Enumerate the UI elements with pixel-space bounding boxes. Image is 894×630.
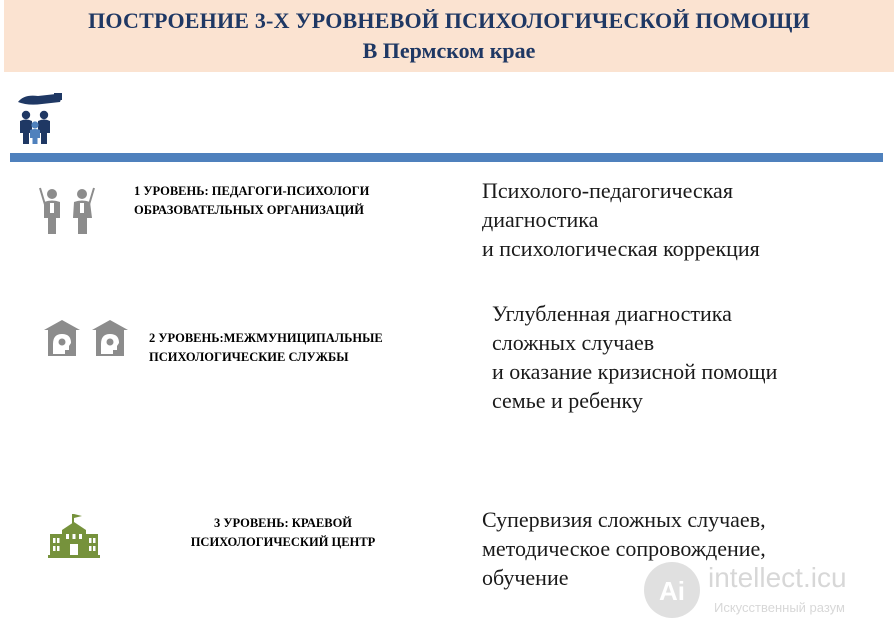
svg-text:Ai: Ai [659,576,685,606]
teachers-icon [36,186,100,236]
family-care-icon [12,88,64,146]
regional-center-building-icon [48,512,100,558]
level-1-description: Психолого-педагогическая диагностика и психологическая коррекция [482,178,760,261]
psychology-service-icon [42,318,132,358]
page-subtitle: В Пермском крае [362,38,536,63]
level-1-label: 1 УРОВЕНЬ: ПЕДАГОГИ-ПСИХОЛОГИ ОБРАЗОВАТЕЛЬНЫХ ОРГАНИЗАЦИЙ [134,184,370,217]
watermark-subtext: Искусственный разум [714,600,845,615]
watermark [640,558,890,626]
title-banner [4,0,894,72]
level-2-description: Углубленная диагностика сложных случаев и оказание кризисной помощи семье и ребенку [492,301,778,413]
level-3-description: Супервизия сложных случаев, методическое сопровождение, обучение [482,507,766,590]
header-divider [10,153,883,162]
watermark-text: intellect.icu [708,562,847,593]
level-3-label: 3 УРОВЕНЬ: КРАЕВОЙ ПСИХОЛОГИЧЕСКИЙ ЦЕНТР [190,516,376,549]
page-title: ПОСТРОЕНИЕ 3-Х УРОВНЕВОЙ ПСИХОЛОГИЧЕСКОЙ ПОМОЩИ [88,8,810,33]
level-2-label: 2 УРОВЕНЬ:МЕЖМУНИЦИПАЛЬНЫЕ ПСИХОЛОГИЧЕСКИЕ СЛУЖБЫ [149,331,383,364]
watermark-logo-icon [642,560,702,620]
